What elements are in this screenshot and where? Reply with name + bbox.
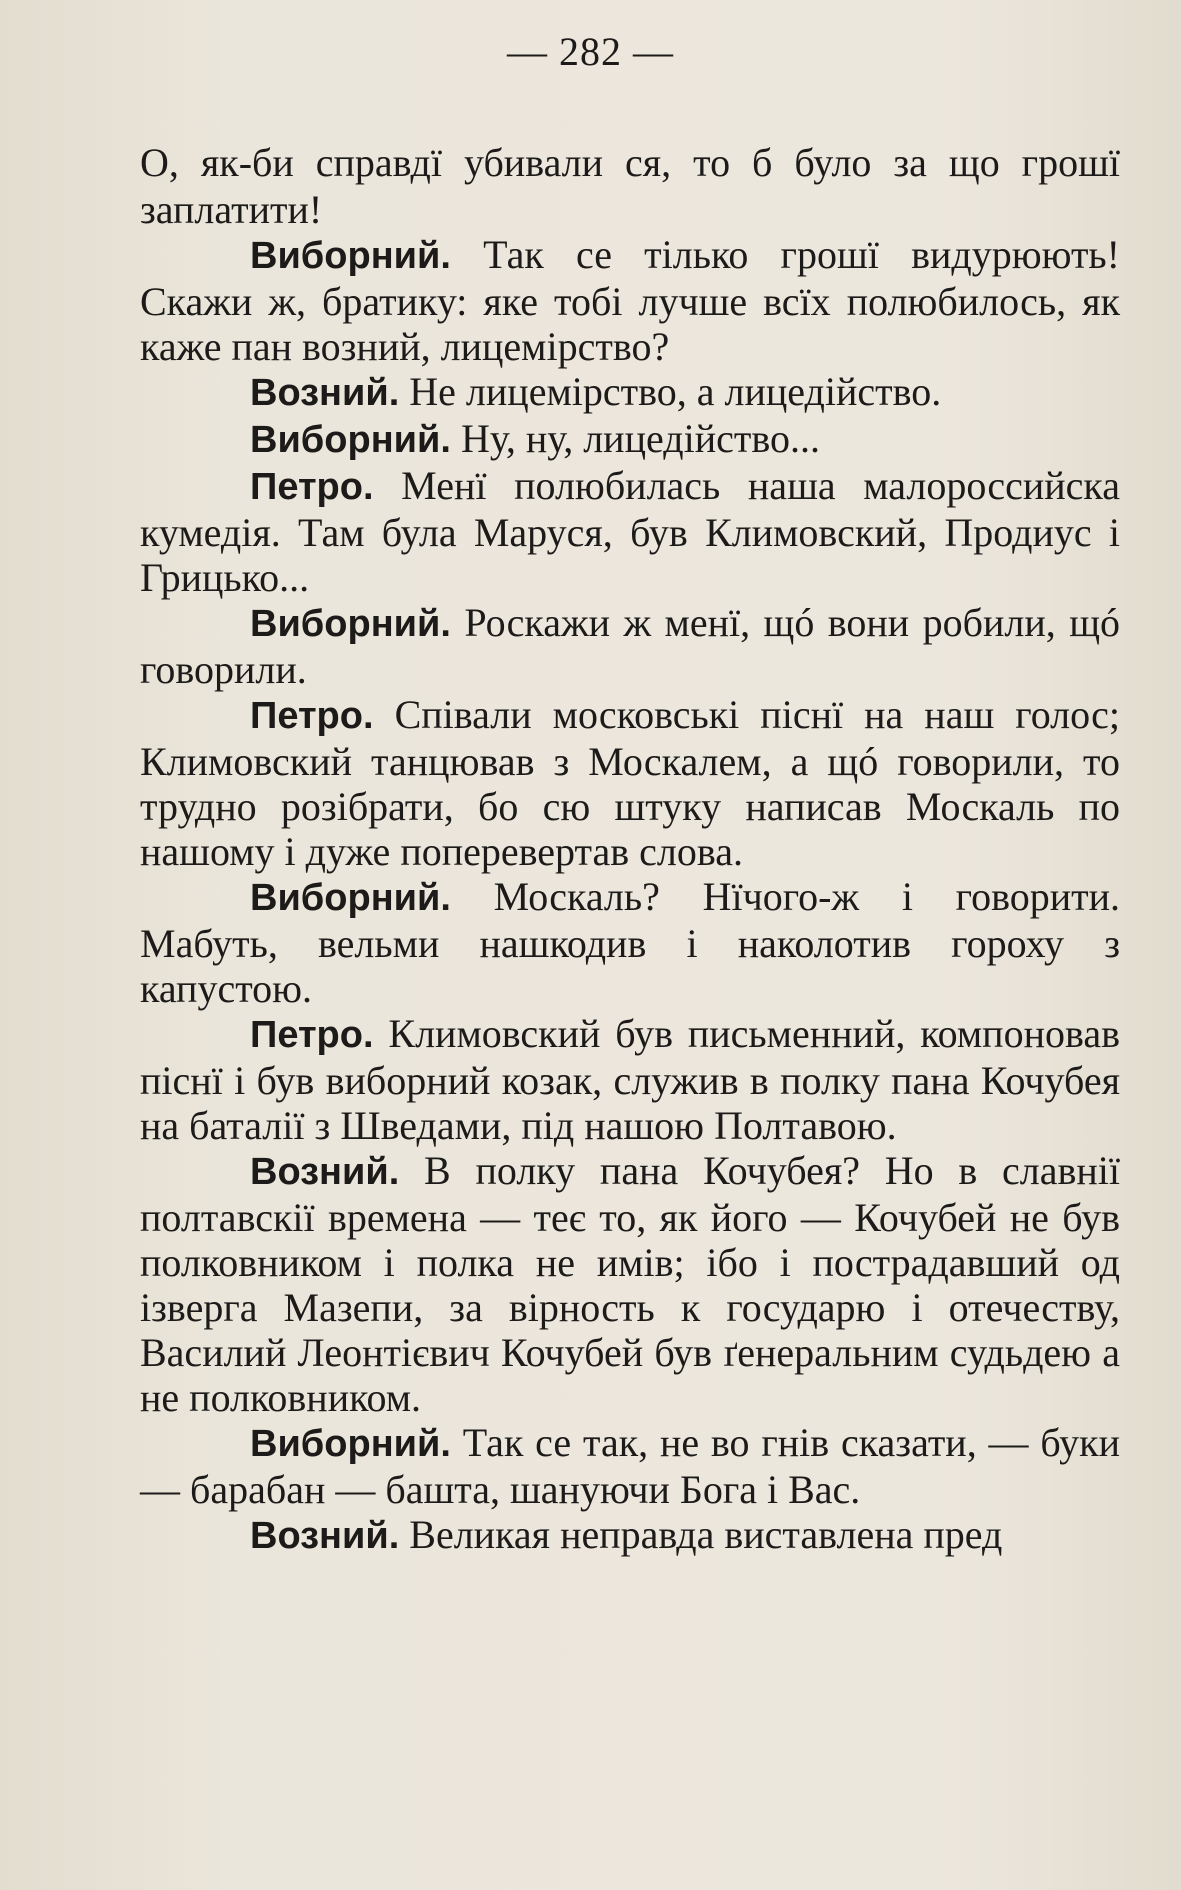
speaker-name: Виборний. — [250, 1423, 451, 1465]
body-text — [140, 140, 1120, 1559]
speaker-name: Виборний. — [250, 419, 451, 461]
page-number: — 282 — — [507, 29, 674, 74]
speaker-name: Виборний. — [250, 877, 451, 919]
speaker-name: Возний. — [250, 1515, 400, 1557]
speaker-name: Возний. — [250, 372, 400, 414]
speaker-name: Петро. — [250, 466, 374, 508]
speaker-name: Виборний. — [250, 603, 451, 645]
paragraph-text: Менї полюбилась наша малороссийска кумедія. Там була Маруся, був Климовский, Продиус і Грицько... — [140, 463, 1120, 600]
paragraph — [140, 692, 1120, 874]
paragraph-text: Так се так, не во гнів сказати, — буки — барабан — башта, шануючи Бога і Вас. — [140, 1420, 1120, 1512]
paragraph-text: О, як-би справдї убивали ся, то б було за що грошї заплатити! — [140, 140, 1120, 232]
paragraph — [140, 140, 1120, 232]
paragraph — [140, 1011, 1120, 1148]
paragraph-text: Великая неправда виставлена пред — [399, 1512, 1003, 1557]
paragraph — [140, 1420, 1120, 1512]
paragraph — [140, 232, 1120, 369]
speaker-name: Петро. — [250, 695, 374, 737]
paragraph — [140, 1512, 1120, 1559]
paragraph — [140, 1148, 1120, 1420]
paragraph-text: Климовский був письменний, компоновав піснї і був виборний козак, служив в полку пана Кочубея на баталії з Шведами, під нашою Полтавою. — [140, 1011, 1120, 1148]
paragraph-text: Роскажи ж менї, щó вони робили, щó говорили. — [140, 600, 1120, 692]
speaker-name: Возний. — [250, 1151, 400, 1193]
paragraph-text: Москаль? Нїчого-ж і говорити. Мабуть, вельми нашкодив і наколотив гороху з капустою. — [140, 874, 1120, 1011]
paragraph-text: Співали московські піснї на наш голос; Климовский танцював з Москалем, а щó говорили, то трудно розібрати, бо сю штуку написав Москаль по нашому і дуже поперевертав слова. — [140, 692, 1120, 874]
paragraph — [140, 600, 1120, 692]
paragraph-text: Ну, ну, лицедійство... — [450, 416, 820, 461]
speaker-name: Петро. — [250, 1014, 374, 1056]
paragraph-text: Так се тілько грошї видурюють! Скажи ж, братику: яке тобі лучше всїх полюбилось, як каже пан возний, лицемірство? — [140, 232, 1120, 369]
paragraph — [140, 874, 1120, 1011]
paragraph-text: В полку пана Кочубея? Но в славнії полтавскії времена — теє то, як його — Кочубей не був полковником і полка не имів; ібо і пострадавший од ізверга Мазепи, за вірность к государю і отечеству, Василий Леонтієвич Кочубей був ґенеральним судьдею а не полковником. — [140, 1148, 1120, 1420]
paragraph — [140, 463, 1120, 600]
paragraph — [140, 369, 1120, 416]
paragraph — [140, 416, 1120, 463]
paragraph-text: Не лицемірство, а лицедійство. — [399, 369, 942, 414]
speaker-name: Виборний. — [250, 235, 451, 277]
